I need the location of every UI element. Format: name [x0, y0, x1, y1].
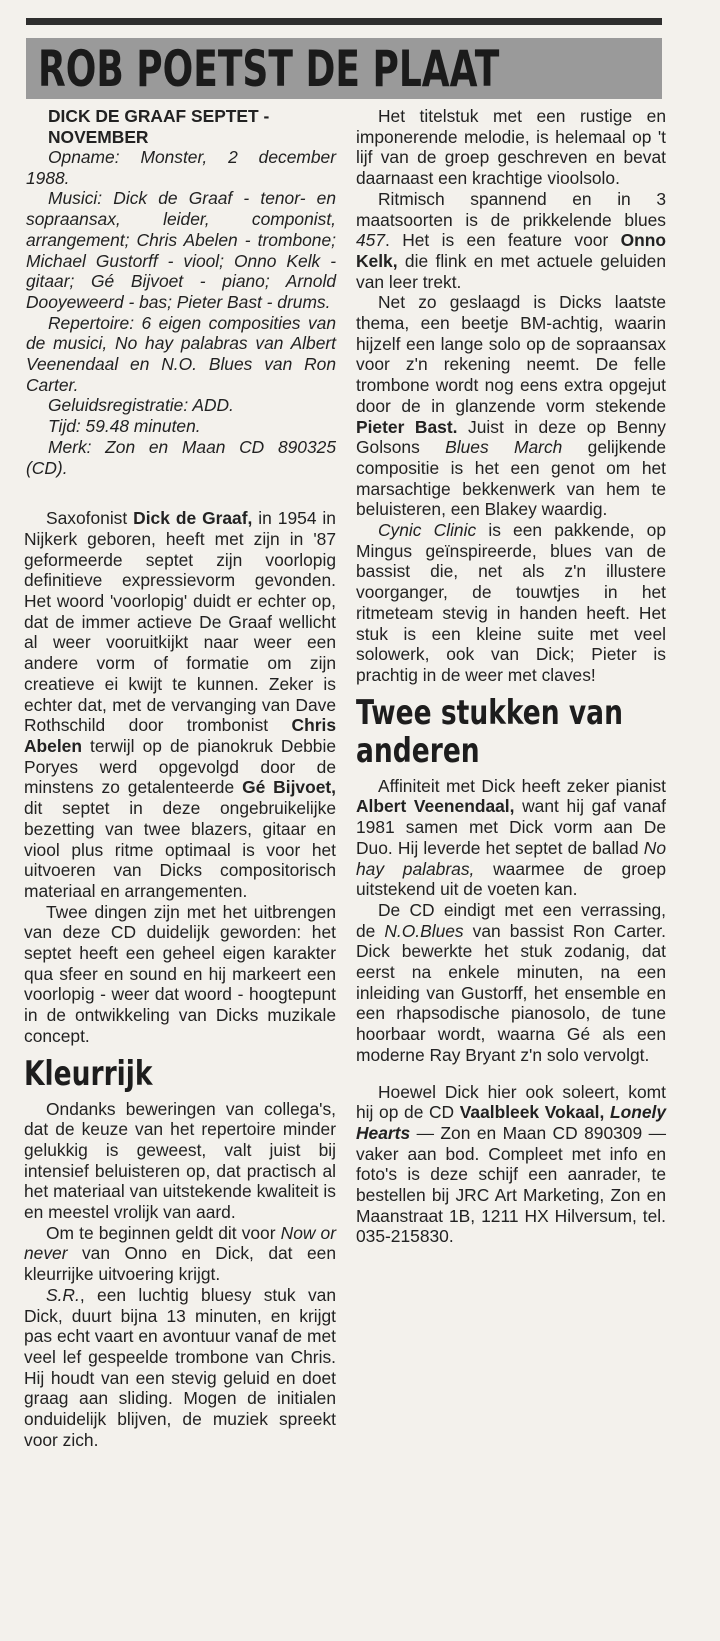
p8-title: Blues March — [445, 437, 563, 458]
p12-bold-vaalbleek: Vaalbleek Vokaal, — [459, 1102, 605, 1123]
p9-text-b: is een pakkende, op Mingus geïnspireerde, blues van de bassist die, net als z'n illustere voorganger, de touwtjes in het ritmeteam stevig in handen heeft. Het stuk is een kleine suite met veel solowerk, ook van Dick; Pieter is prachtig in de weer met claves! — [356, 520, 666, 685]
p1-bold-name: Dick de Graaf, — [133, 508, 253, 529]
p8-text-e: gelijkende compositie is het een genot om het marsachtige bekkenwerk van hem te beluisteren, een Blakey waardig. — [356, 437, 666, 520]
p6-text: Het titelstuk met een rustige en imponerende melodie, is helemaal op 't lijf van de groep geschreven en bevat daarnaast een krachtige vioolsolo. — [356, 106, 666, 189]
credit-repertoire: Repertoire: 6 eigen composities van de musici, No hay palabras van Albert Veenendaal en N.O. Blues van Ron Carter. — [26, 312, 336, 395]
paragraph-7 — [356, 189, 666, 293]
paragraph-11 — [356, 900, 666, 1066]
p7-text-a: Ritmisch spannend en in 3 maatsoorten is de prikkelende blues — [356, 188, 666, 230]
p7-bold-onno: Onno Kelk, — [356, 230, 666, 271]
paragraph-4 — [24, 1223, 336, 1285]
album-credits — [24, 106, 336, 478]
p8-text-a: Net zo geslaagd is Dicks laatste thema, een beetje BM-achtig, waarin hijzelf een lange solo op de sopraansax voor z'n rekening neemt. De felle trombone wordt nog eens extra opgejut door de in glanzende vorm stekende — [356, 292, 666, 416]
p10-bold-albert: Albert Veenendaal, — [356, 796, 515, 817]
p1-text-e: terwijl op de pianokruk Debbie Poryes werd opgevolgd door de minstens zo getalenteerde — [24, 735, 336, 798]
paragraph-9 — [356, 520, 666, 686]
p5-text-b: , een luchtig bluesy stuk van Dick, duurt bijna 13 minuten, en krijgt pas echt vaart en avontuur vanaf de met veel lef gespeelde trombone van Chris. Hij houdt van een stevig geluid en doet graag aan sliding. Mogen de initialen onduidelijk blijven, de muziek spreekt voor zich. — [24, 1284, 336, 1450]
column-left — [24, 106, 336, 1450]
paragraph-8 — [356, 292, 666, 520]
p12-text-e: — Zon en Maan CD 890309 — vaker aan bod. Compleet met info en foto's is deze schijf een aanrader, te bestellen bij JRC Art Marketing, Zon en Maanstraat 1B, 1211 HX Hilversum, tel. 035-215830. — [356, 1122, 666, 1247]
p12-bold-lonely: Lonely Hearts — [356, 1102, 666, 1143]
p4-title: Now or never — [24, 1222, 336, 1264]
credit-musici: Musici: Dick de Graaf - tenor- en sopraansax, leider, componist, arrangement; Chris Abelen - trombone; Michael Gustorff - viool; Onno Kelk - gitaar; Gé Bijvoet - piano; Arnold Dooyeweerd - bas; Pieter Bast - drums. — [26, 188, 336, 312]
p10-title: No hay palabras, — [356, 837, 666, 879]
paragraph-1 — [24, 508, 336, 901]
top-rule — [26, 18, 662, 25]
credit-tijd: Tijd: 59.48 minuten. — [48, 416, 201, 437]
p7-text-c: . Het is een feature voor — [385, 230, 621, 251]
p11-text-a: De CD eindigt met een verrassing, de — [356, 899, 666, 941]
p9-title: Cynic Clinic — [378, 520, 477, 541]
subheading-kleurrijk: Kleurrijk — [24, 1053, 153, 1094]
p1-bold-chris: Chris Abelen — [24, 715, 336, 756]
p10-text-a: Affiniteit met Dick heeft zeker pianist — [378, 775, 666, 796]
credit-merk: Merk: Zon en Maan CD 890325 (CD). — [26, 436, 336, 478]
p7-text-e: die flink en met actuele geluiden van leer trekt. — [356, 250, 666, 292]
headline: ROB POETST DE PLAAT — [38, 40, 500, 98]
p1-text-g: dit septet in deze ongebruikelijke bezetting van twee blazers, gitaar en viool plus ritme optimaal is voor het uitvoeren van Dicks compositorisch materiaal en arrangementen. — [24, 798, 336, 901]
p12-text-a: Hoewel Dick hier ook soleert, komt hij op de CD — [356, 1081, 666, 1123]
p7-title: 457 — [356, 230, 386, 251]
paragraph-12 — [356, 1082, 666, 1248]
p1-bold-ge: Gé Bijvoet, — [242, 777, 336, 798]
paragraph-6 — [356, 106, 666, 189]
paragraph-10 — [356, 776, 666, 900]
p4-text-c: van Onno en Dick, dat een kleurrijke uitvoering krijgt. — [24, 1243, 336, 1285]
paragraph-3: Ondanks beweringen van collega's, dat de keuze van het repertoire minder gelukkig is geweest, valt juist bij intensief beluisteren op, dat practisch al het materiaal van uitstekende kwaliteit is en meestel vrolijk van aard. — [24, 1098, 336, 1223]
credit-opname: Opname: Monster, 2 december 1988. — [26, 147, 336, 188]
album-heading: DICK DE GRAAF SEPTET - NOVEMBER — [48, 106, 270, 147]
paragraph-5 — [24, 1285, 336, 1451]
p11-text-c: van bassist Ron Carter. Dick bewerkte het stuk zodanig, dat eerst na enkele minuten, na een inleiding van Gustorff, het ensemble en een rhapsodische pianosolo, de tune hoorbaar wordt, waarna Gé als een moderne Ray Bryant z'n solo vervolgt. — [356, 920, 666, 1065]
p10-text-e: waarmee de groep uitstekend uit de voeten kan. — [356, 858, 667, 900]
p10-text-c: want hij gaf vanaf 1981 samen met Dick vorm aan De Duo. Hij leverde het septet de ballad — [356, 796, 666, 858]
p5-title: S.R. — [46, 1284, 80, 1305]
p11-title: N.O.Blues — [384, 920, 464, 941]
subheading-twee-stukken: Twee stukken van anderen — [356, 692, 623, 771]
p4-text-a: Om te beginnen geldt dit voor — [46, 1222, 281, 1243]
column-right — [356, 106, 666, 1247]
p8-bold-pieter: Pieter Bast. — [356, 416, 458, 437]
paragraph-2: Twee dingen zijn met het uitbrengen van deze CD duidelijk geworden: het septet heeft een geheel eigen karakter qua sfeer en sound en hij markeert een voorlopig - weer dat woord - hoogtepunt in de ontwikkeling van Dicks muzikale concept. — [24, 901, 336, 1046]
p8-text-c: Juist in deze op Benny Golsons — [356, 416, 666, 458]
p1-text-c: in 1954 in Nijkerk geboren, heeft met zijn in '87 geformeerde septet zijn voorlopig definitieve expressievorm gevonden. Het woord 'voorlopig' duidt er echter op, dat de immer actieve De Graaf wellicht al weer vooruitkijkt naar weer een andere vorm of formatie om zijn creatieve ei kwijt te kunnen. Zeker is echter dat, met de vervanging van Dave Rothschild door trombonist — [24, 508, 336, 736]
p1-text-a: Saxofonist — [46, 508, 134, 529]
credit-geluid: Geluidsregistratie: ADD. — [48, 395, 234, 416]
